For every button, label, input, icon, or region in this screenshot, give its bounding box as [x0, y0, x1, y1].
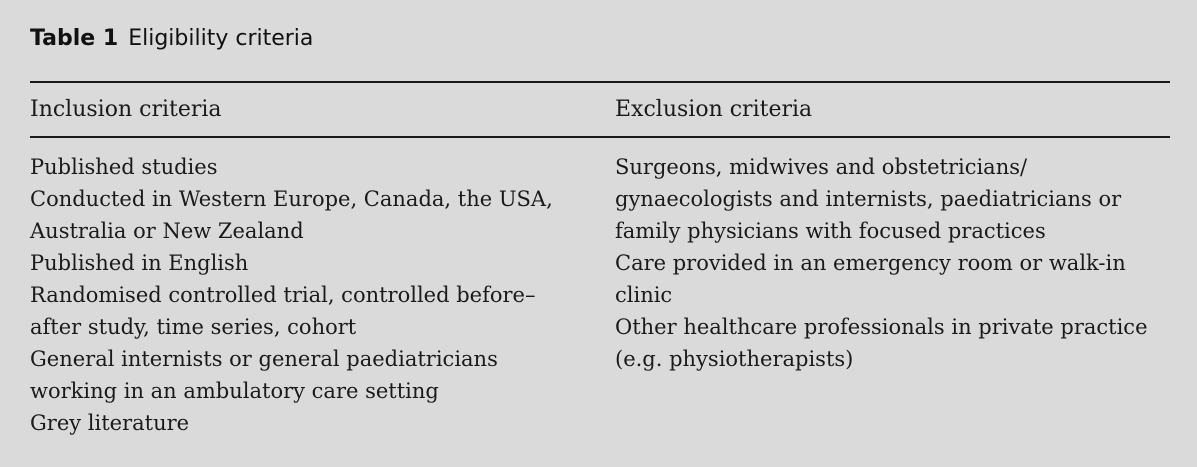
exclusion-line: Surgeons, midwives and obstetricians/ — [615, 155, 1028, 179]
inclusion-line: Published studies — [30, 155, 218, 179]
exclusion-header: Exclusion criteria — [615, 97, 813, 122]
exclusion-line: clinic — [615, 283, 673, 307]
exclusion-list — [615, 151, 1148, 375]
exclusion-line: Other healthcare professionals in private practice — [615, 315, 1148, 339]
table-title: Eligibility criteria — [128, 26, 314, 51]
header-rule — [30, 136, 1170, 138]
inclusion-line: after study, time series, cohort — [30, 315, 357, 339]
inclusion-list — [30, 151, 553, 439]
inclusion-line: Grey literature — [30, 411, 190, 435]
inclusion-line: Published in English — [30, 251, 249, 275]
exclusion-line: family physicians with focused practices — [615, 219, 1046, 243]
inclusion-line: Conducted in Western Europe, Canada, the USA, — [30, 187, 553, 211]
inclusion-line: Randomised controlled trial, controlled before– — [30, 283, 536, 307]
exclusion-line: Care provided in an emergency room or walk-in — [615, 251, 1126, 275]
inclusion-line: General internists or general paediatricians — [30, 347, 498, 371]
inclusion-header: Inclusion criteria — [30, 97, 222, 122]
top-rule — [30, 81, 1170, 83]
inclusion-line: working in an ambulatory care setting — [30, 379, 439, 403]
exclusion-line: (e.g. physiotherapists) — [615, 347, 854, 371]
table-label: Table 1 — [30, 26, 119, 51]
exclusion-line: gynaecologists and internists, paediatricians or — [615, 187, 1122, 211]
table-caption — [30, 26, 313, 51]
inclusion-line: Australia or New Zealand — [30, 219, 304, 243]
